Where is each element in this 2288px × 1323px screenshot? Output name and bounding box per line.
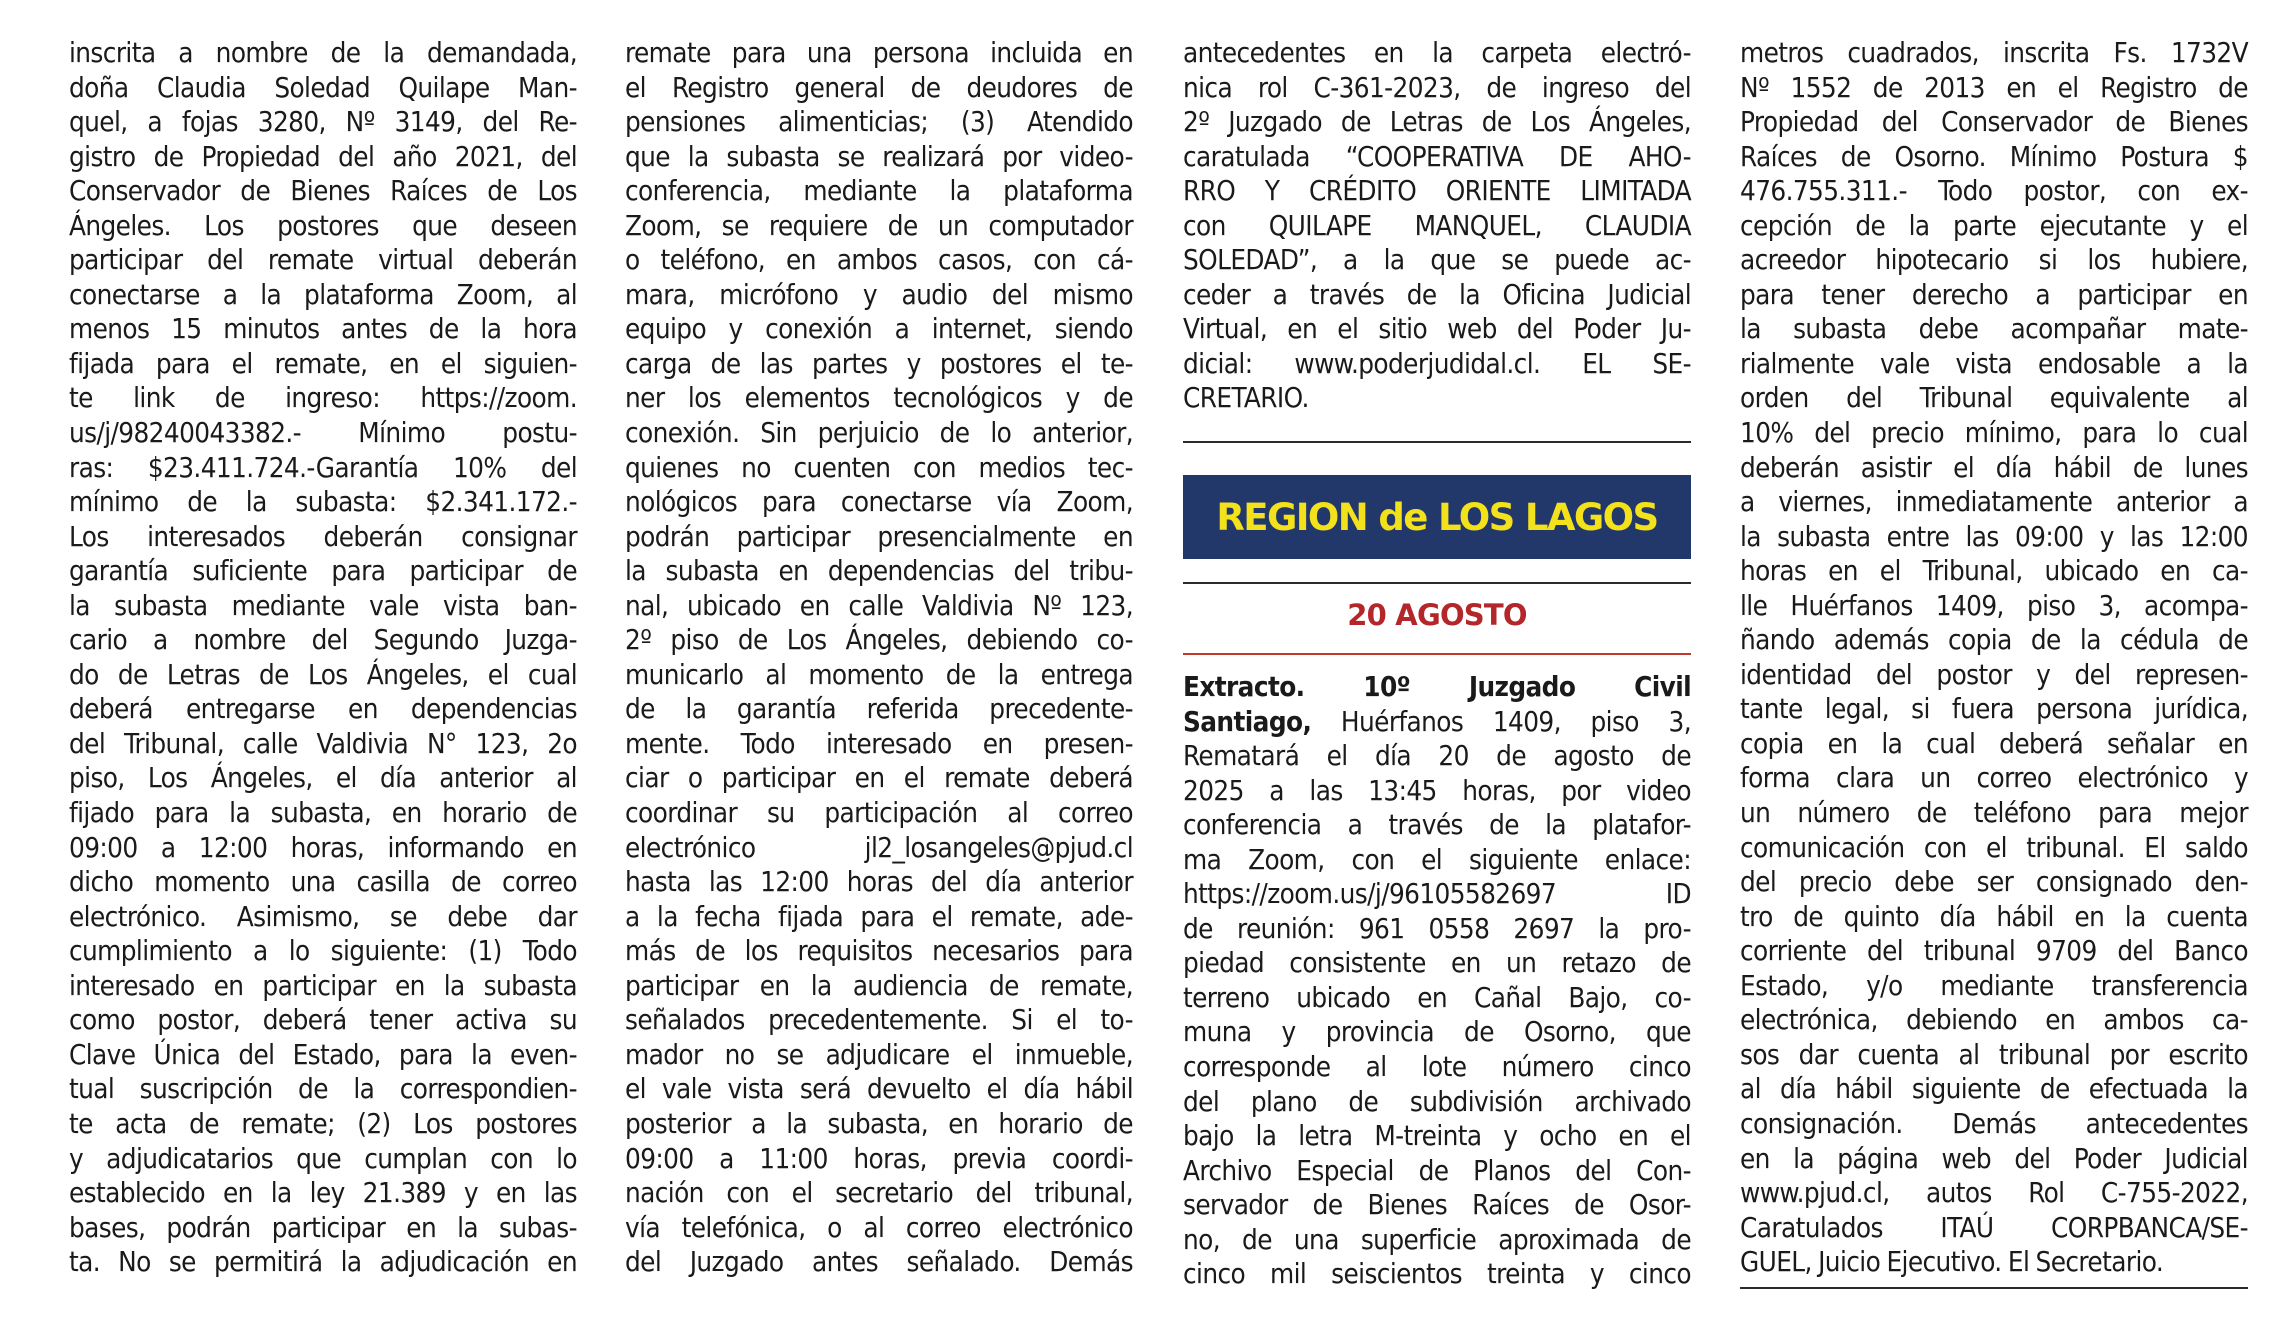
text-line: ner los elementos tecnológicos y de bbox=[625, 381, 1133, 415]
text-line: carga de las partes y postores el te- bbox=[625, 346, 1133, 380]
text-line: sos dar cuenta al tribunal por escrito bbox=[1740, 1037, 2248, 1071]
text-line: participar en la audiencia de remate, bbox=[625, 968, 1133, 1002]
text-line: Zoom, se requiere de un computador bbox=[625, 208, 1133, 242]
text-line: para tener derecho a participar en bbox=[1740, 277, 2248, 311]
text-line: municarlo al momento de la entrega bbox=[625, 657, 1133, 691]
text-line: electrónico. Asimismo, se debe dar bbox=[69, 899, 577, 933]
text-line: caratulada “COOPERATIVA DE AHO- bbox=[1183, 139, 1691, 173]
divider-rule bbox=[1183, 441, 1691, 443]
text-line: SOLEDAD”, a la que se puede ac- bbox=[1183, 243, 1691, 277]
date-divider-rule bbox=[1183, 653, 1691, 655]
text-line: 09:00 a 11:00 horas, previa coordi- bbox=[625, 1141, 1133, 1175]
text-line: de reunión: 961 0558 2697 la pro- bbox=[1183, 911, 1691, 945]
text-line: 476.755.311.- Todo postor, con ex- bbox=[1740, 174, 2248, 208]
text-line: nal, ubicado en calle Valdivia Nº 123, bbox=[625, 588, 1133, 622]
text-line: bajo la letra M-treinta y ocho en el bbox=[1183, 1119, 1691, 1153]
text-line: 2º piso de Los Ángeles, debiendo co- bbox=[625, 623, 1133, 657]
text-line: forma clara un correo electrónico y bbox=[1740, 761, 2248, 795]
text-line: más de los requisitos necesarios para bbox=[625, 934, 1133, 968]
text-line: tro de quinto día hábil en la cuenta bbox=[1740, 899, 2248, 933]
column-4 bbox=[1740, 36, 2248, 1280]
text-line: equipo y conexión a internet, siendo bbox=[625, 312, 1133, 346]
text-line: doña Claudia Soledad Quilape Man- bbox=[69, 70, 577, 104]
text-line: Caratulados ITAÚ CORPBANCA/SE- bbox=[1740, 1210, 2248, 1244]
text-line: corresponde al lote número cinco bbox=[1183, 1050, 1691, 1084]
text-line: 2025 a las 13:45 horas, por video bbox=[1183, 773, 1691, 807]
text-line: identidad del postor y del represen- bbox=[1740, 657, 2248, 691]
text-line: servador de Bienes Raíces de Osor- bbox=[1183, 1188, 1691, 1222]
text-line: ras: $23.411.724.-Garantía 10% del bbox=[69, 450, 577, 484]
text-line bbox=[1183, 670, 1691, 705]
text-line: Archivo Especial de Planos del Con- bbox=[1183, 1153, 1691, 1187]
text-line: te link de ingreso: https://zoom. bbox=[69, 381, 577, 415]
text-line: Raíces de Osorno. Mínimo Postura $ bbox=[1740, 139, 2248, 173]
text-line: no, de una superficie aproximada de bbox=[1183, 1222, 1691, 1256]
text-line: GUEL, Juicio Ejecutivo. El Secretario. bbox=[1740, 1245, 2164, 1279]
text-line: Virtual, en el sitio web del Poder Ju- bbox=[1183, 312, 1691, 346]
text-line: fijado para la subasta, en horario de bbox=[69, 796, 577, 830]
text-line: Estado, y/o mediante transferencia bbox=[1740, 968, 2248, 1002]
text-line: Los interesados deberán consignar bbox=[69, 519, 577, 553]
text-line: al día hábil siguiente de efectuada la bbox=[1740, 1072, 2248, 1106]
text-line: mínimo de la subasta: $2.341.172.- bbox=[69, 485, 577, 519]
extracto-address: Huérfanos 1409, piso 3, bbox=[1311, 704, 1691, 738]
text-line: coordinar su participación al correo bbox=[625, 796, 1133, 830]
text-line: piso, Los Ángeles, el día anterior al bbox=[69, 761, 577, 795]
text-line: electrónico jl2_losangeles@pjud.cl bbox=[625, 830, 1133, 864]
text-line: antecedentes en la carpeta electró- bbox=[1183, 36, 1691, 69]
text-line: ma Zoom, con el siguiente enlace: bbox=[1183, 842, 1691, 876]
text-line: dicho momento una casilla de correo bbox=[69, 865, 577, 899]
text-line: de la garantía referida precedente- bbox=[625, 692, 1133, 726]
text-line: us/j/98240043382.- Mínimo postu- bbox=[69, 416, 577, 450]
text-line: garantía suficiente para participar de bbox=[69, 554, 577, 588]
text-line: que la subasta se realizará por video- bbox=[625, 139, 1133, 173]
text-line: CRETARIO. bbox=[1183, 381, 1309, 415]
text-line: gistro de Propiedad del año 2021, del bbox=[69, 139, 577, 173]
text-line: copia en la cual deberá señalar en bbox=[1740, 726, 2248, 760]
column-3-bottom-text bbox=[1183, 670, 1691, 1292]
text-line: hasta las 12:00 horas del día anterior bbox=[625, 865, 1133, 899]
text-line: ceder a través de la Oficina Judicial bbox=[1183, 277, 1691, 311]
text-line: Clave Única del Estado, para la even- bbox=[69, 1037, 577, 1071]
text-line: la subasta en dependencias del tribu- bbox=[625, 554, 1133, 588]
text-line: deberá entregarse en dependencias bbox=[69, 692, 577, 726]
text-line: horas en el Tribunal, ubicado en ca- bbox=[1740, 554, 2248, 588]
text-line: ñando además copia de la cédula de bbox=[1740, 623, 2248, 657]
text-line: conferencia, mediante la plataforma bbox=[625, 174, 1133, 208]
text-line: como postor, deberá tener activa su bbox=[69, 1003, 577, 1037]
text-line: la subasta debe acompañar mate- bbox=[1740, 312, 2248, 346]
text-line: Ángeles. Los postores que deseen bbox=[69, 208, 577, 242]
text-line: a la fecha fijada para el remate, ade- bbox=[625, 899, 1133, 933]
text-line: nación con el secretario del tribunal, bbox=[625, 1176, 1133, 1210]
text-line: tual suscripción de la correspondien- bbox=[69, 1072, 577, 1106]
text-line: el Registro general de deudores de bbox=[625, 70, 1133, 104]
section-banner-label: REGION de LOS LAGOS bbox=[1216, 495, 1658, 539]
text-line: podrán participar presencialmente en bbox=[625, 519, 1133, 553]
text-line: conectarse a la plataforma Zoom, al bbox=[69, 277, 577, 311]
text-line: pensiones alimenticias; (3) Atendido bbox=[625, 105, 1133, 139]
text-line: inscrita a nombre de la demandada, bbox=[69, 36, 577, 69]
text-line: te acta de remate; (2) Los postores bbox=[69, 1106, 577, 1140]
text-line: un número de teléfono para mejor bbox=[1740, 796, 2248, 830]
text-line: rialmente vale vista endosable a la bbox=[1740, 346, 2248, 380]
text-line: con QUILAPE MANQUEL, CLAUDIA bbox=[1183, 208, 1691, 242]
text-line: a viernes, inmediatamente anterior a bbox=[1740, 485, 2248, 519]
text-line: del precio debe ser consignado den- bbox=[1740, 865, 2248, 899]
text-line: nológicos para conectarse vía Zoom, bbox=[625, 485, 1133, 519]
column-2 bbox=[625, 36, 1133, 1280]
text-line: 10% del precio mínimo, para lo cual bbox=[1740, 416, 2248, 450]
text-line: metros cuadrados, inscrita Fs. 1732V bbox=[1740, 36, 2248, 69]
text-line bbox=[1183, 705, 1691, 740]
text-line: o teléfono, en ambos casos, con cá- bbox=[625, 243, 1133, 277]
extracto-court: Santiago, bbox=[1183, 704, 1312, 738]
text-line: y adjudicatarios que cumplan con lo bbox=[69, 1141, 577, 1175]
text-line: https://zoom.us/j/96105582697 ID bbox=[1183, 877, 1691, 911]
text-line: do de Letras de Los Ángeles, el cual bbox=[69, 657, 577, 691]
text-line: posterior a la subasta, en horario de bbox=[625, 1106, 1133, 1140]
text-line: remate para una persona incluida en bbox=[625, 36, 1133, 69]
end-rule bbox=[1740, 1287, 2248, 1289]
text-line: quienes no cuenten con medios tec- bbox=[625, 450, 1133, 484]
text-line: cinco mil seiscientos treinta y cinco bbox=[1183, 1257, 1691, 1291]
text-line: Propiedad del Conservador de Bienes bbox=[1740, 105, 2248, 139]
date-heading: 20 AGOSTO bbox=[1347, 598, 1527, 632]
text-line: quel, a fojas 3280, Nº 3149, del Re- bbox=[69, 105, 577, 139]
text-line: 2º Juzgado de Letras de Los Ángeles, bbox=[1183, 105, 1691, 139]
text-line: tante legal, si fuera persona jurídica, bbox=[1740, 692, 2248, 726]
text-line: bases, podrán participar en la subas- bbox=[69, 1210, 577, 1244]
text-line: deberán asistir el día hábil de lunes bbox=[1740, 450, 2248, 484]
text-line: orden del Tribunal equivalente al bbox=[1740, 381, 2248, 415]
text-line: conferencia a través de la platafor- bbox=[1183, 808, 1691, 842]
text-line: ta. No se permitirá la adjudicación en bbox=[69, 1245, 577, 1279]
text-line: del plano de subdivisión archivado bbox=[1183, 1084, 1691, 1118]
text-line: participar del remate virtual deberán bbox=[69, 243, 577, 277]
text-line: lle Huérfanos 1409, piso 3, acompa- bbox=[1740, 588, 2248, 622]
text-line: acreedor hipotecario si los hubiere, bbox=[1740, 243, 2248, 277]
text-line: piedad consistente en un retazo de bbox=[1183, 946, 1691, 980]
text-line: terreno ubicado en Cañal Bajo, co- bbox=[1183, 980, 1691, 1014]
text-line: mador no se adjudicare el inmueble, bbox=[625, 1037, 1133, 1071]
text-line: conexión. Sin perjuicio de lo anterior, bbox=[625, 416, 1133, 450]
text-line: interesado en participar en la subasta bbox=[69, 968, 577, 1002]
divider-rule bbox=[1183, 582, 1691, 584]
text-line: del Tribunal, calle Valdivia N° 123, 2o bbox=[69, 726, 577, 760]
text-line: www.pjud.cl, autos Rol C-755-2022, bbox=[1740, 1176, 2248, 1210]
column-3-top-text bbox=[1183, 36, 1691, 416]
text-line: cumplimiento a lo siguiente: (1) Todo bbox=[69, 934, 577, 968]
text-line: mente. Todo interesado en presen- bbox=[625, 726, 1133, 760]
text-line: Nº 1552 de 2013 en el Registro de bbox=[1740, 70, 2248, 104]
text-line: corriente del tribunal 9709 del Banco bbox=[1740, 934, 2248, 968]
text-line: Rematará el día 20 de agosto de bbox=[1183, 739, 1691, 773]
text-line: mara, micrófono y audio del mismo bbox=[625, 277, 1133, 311]
text-line: en la página web del Poder Judicial bbox=[1740, 1141, 2248, 1175]
text-line: establecido en la ley 21.389 y en las bbox=[69, 1176, 577, 1210]
text-line: la subasta entre las 09:00 y las 12:00 bbox=[1740, 519, 2248, 553]
text-line: menos 15 minutos antes de la hora bbox=[69, 312, 577, 346]
section-banner bbox=[1183, 475, 1691, 559]
text-line: consignación. Demás antecedentes bbox=[1740, 1106, 2248, 1140]
extracto-heading: Extracto. 10º Juzgado Civil bbox=[1183, 670, 1691, 703]
text-line: vía telefónica, o al correo electrónico bbox=[625, 1210, 1133, 1244]
text-line: electrónica, debiendo en ambos ca- bbox=[1740, 1003, 2248, 1037]
text-line: muna y provincia de Osorno, que bbox=[1183, 1015, 1691, 1049]
text-line: la subasta mediante vale vista ban- bbox=[69, 588, 577, 622]
text-line: cepción de la parte ejecutante y el bbox=[1740, 208, 2248, 242]
text-line: comunicación con el tribunal. El saldo bbox=[1740, 830, 2248, 864]
text-line: fijada para el remate, en el siguien- bbox=[69, 346, 577, 380]
text-line: Conservador de Bienes Raíces de Los bbox=[69, 174, 577, 208]
text-line: ciar o participar en el remate deberá bbox=[625, 761, 1133, 795]
text-line: señalados precedentemente. Si el to- bbox=[625, 1003, 1133, 1037]
text-line: del Juzgado antes señalado. Demás bbox=[625, 1245, 1133, 1279]
text-line: 09:00 a 12:00 horas, informando en bbox=[69, 830, 577, 864]
text-line: dicial: www.poderjudidal.cl. EL SE- bbox=[1183, 346, 1691, 380]
text-line: el vale vista será devuelto el día hábil bbox=[625, 1072, 1133, 1106]
text-line: nica rol C-361-2023, de ingreso del bbox=[1183, 70, 1691, 104]
column-1 bbox=[69, 36, 577, 1280]
text-line: RRO Y CRÉDITO ORIENTE LIMITADA bbox=[1183, 174, 1691, 208]
text-line: cario a nombre del Segundo Juzga- bbox=[69, 623, 577, 657]
